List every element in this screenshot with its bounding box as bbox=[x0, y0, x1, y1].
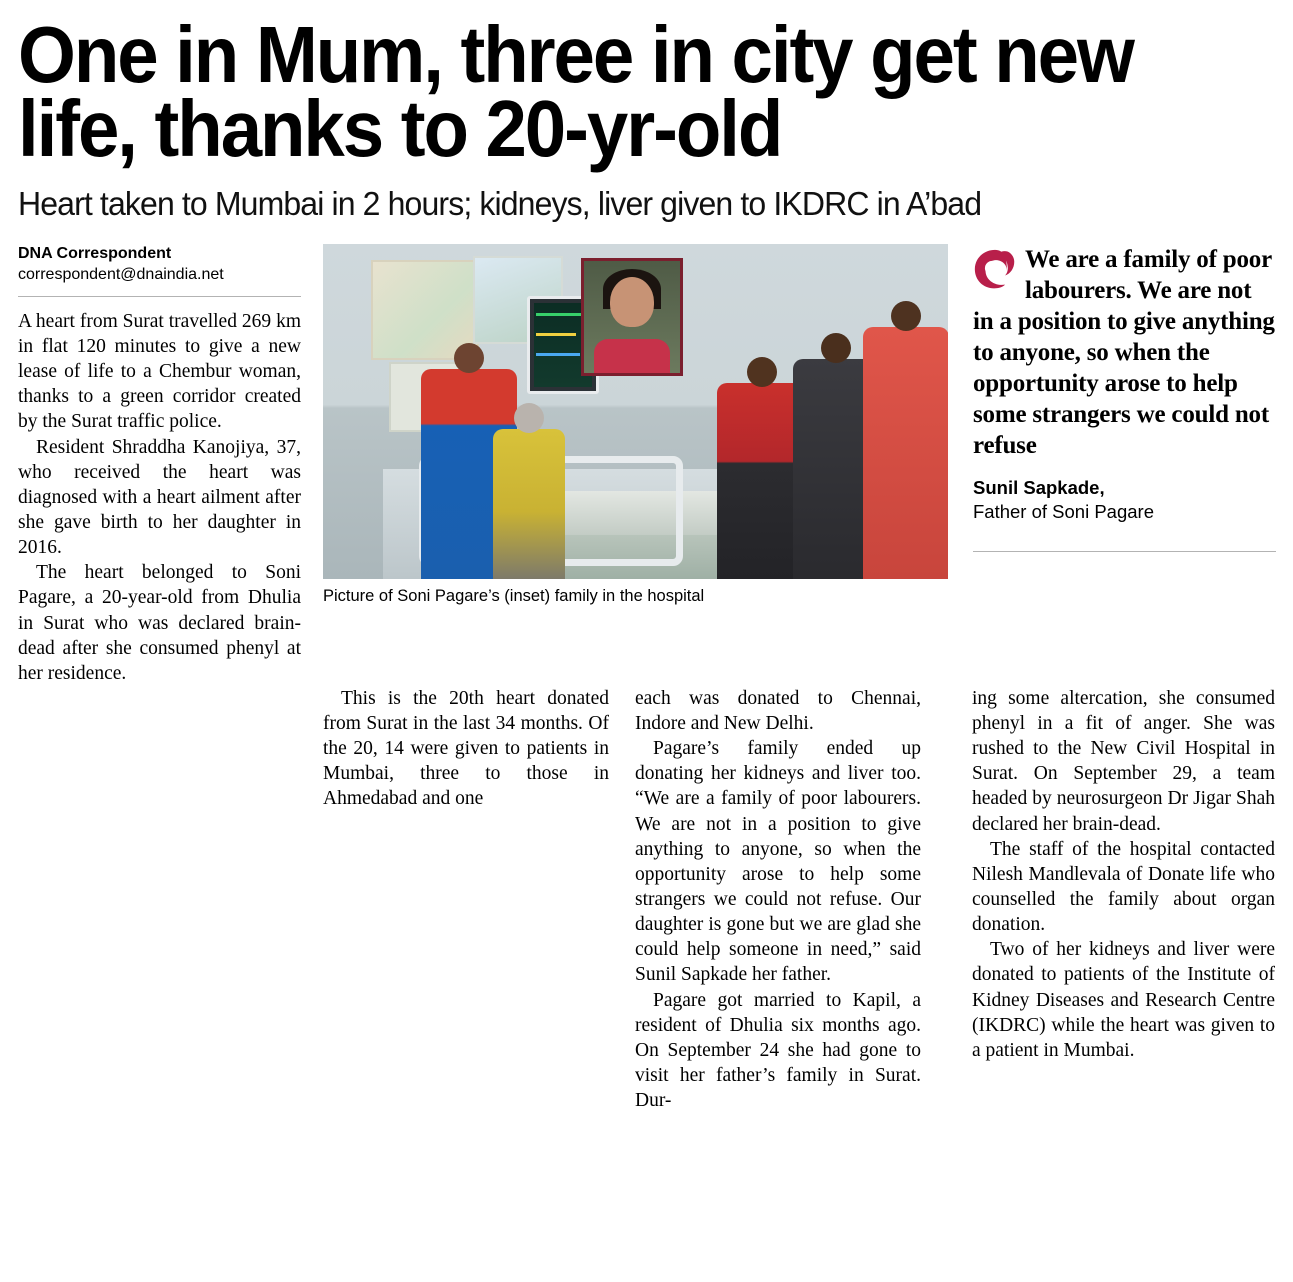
person-figure bbox=[493, 429, 565, 579]
paragraph: This is the 20th heart donated from Surat in the last 34 months. Of the 20, 14 were given to patients in Mumbai, three to those in Ahmedabad and one bbox=[323, 687, 609, 810]
byline-author: DNA Correspondent bbox=[18, 244, 172, 262]
newspaper-article-page bbox=[0, 10, 1293, 1282]
pullquote-attribution-role: Father of Soni Pagare bbox=[973, 500, 1154, 522]
paragraph: ing some altercation, she consumed phenyl in a fit of anger. She was rushed to the New Civil Hospital in Surat. On September 29, a team headed by neurosurgeon Dr Jigar Shah declared her brain-dead. bbox=[972, 687, 1275, 835]
pullquote-column bbox=[948, 244, 1276, 686]
paragraph: The heart belonged to Soni Pagare, a 20-year-old from Dhulia in Surat who was declared brain-dead after she consumed phenyl at her residence. bbox=[18, 562, 301, 684]
page-title: One in Mum, three in city get new life, thanks to 20-yr-old bbox=[18, 10, 1133, 173]
paragraph: The staff of the hospital contacted Nilesh Mandlevala of Donate life who counselled the family about organ donation. bbox=[972, 838, 1275, 936]
article-lower-section bbox=[18, 686, 1275, 1113]
paragraph: A heart from Surat travelled 269 km in flat 120 minutes to give a new lease of life to a Chembur woman, thanks to a green corridor created by the Surat traffic police. bbox=[18, 310, 301, 433]
paragraph: Pagare got married to Kapil, a resident of Dhulia six months ago. On September 24 she had gone to visit her father’s family in Surat. Dur- bbox=[635, 989, 921, 1112]
paragraph: Two of her kidneys and liver were donated to patients of the Institute of Kidney Diseases and Research Centre (IKDRC) while the heart was given to a patient in Mumbai. bbox=[972, 939, 1275, 1061]
article-top-section bbox=[18, 244, 1275, 686]
pullquote-divider bbox=[973, 551, 1276, 552]
paragraph: Pagare’s family ended up donating her kidneys and liver too. “We are a family of poor labourers. We are not in a position to give anything to anyone, so when the opportunity arose to help some strangers we could not refuse. Our daughter is gone but we are glad she could help someone in need,” said Sunil Sapkade her father. bbox=[635, 738, 921, 986]
body-column-2 bbox=[635, 686, 947, 1113]
pullquote-attribution-name: Sunil Sapkade, bbox=[973, 476, 1105, 498]
left-column-spacer bbox=[18, 686, 323, 1113]
person-figure bbox=[863, 327, 948, 579]
family-in-hospital-photo bbox=[323, 244, 948, 579]
pullquote-text-wrap bbox=[973, 244, 1276, 461]
byline-divider bbox=[18, 296, 301, 297]
subheadline: Heart taken to Mumbai in 2 hours; kidneys, liver given to IKDRC in A’bad bbox=[18, 185, 982, 223]
photo-block bbox=[323, 244, 948, 607]
photo-column bbox=[323, 244, 948, 686]
quote-mark-icon bbox=[973, 248, 1017, 292]
left-column bbox=[18, 244, 323, 686]
byline-email[interactable]: correspondent@dnaindia.net bbox=[18, 266, 224, 284]
paragraph: each was donated to Chennai, Indore and New Delhi. bbox=[635, 687, 921, 735]
body-column-3 bbox=[947, 686, 1275, 1113]
pullquote-text: We are a family of poor labourers. We are not in a position to give anything to anyone, so when the opportunity arose to help some strangers we could not refuse bbox=[973, 245, 1275, 459]
paragraph: Resident Shraddha Kanojiya, 37, who received the heart was diagnosed with a heart ailment after she gave birth to her daughter in 2016. bbox=[18, 436, 301, 559]
soni-pagare-inset-portrait bbox=[581, 258, 683, 376]
photo-caption: Picture of Soni Pagare’s (inset) family in the hospital bbox=[323, 586, 705, 605]
body-column-1 bbox=[323, 686, 635, 1113]
